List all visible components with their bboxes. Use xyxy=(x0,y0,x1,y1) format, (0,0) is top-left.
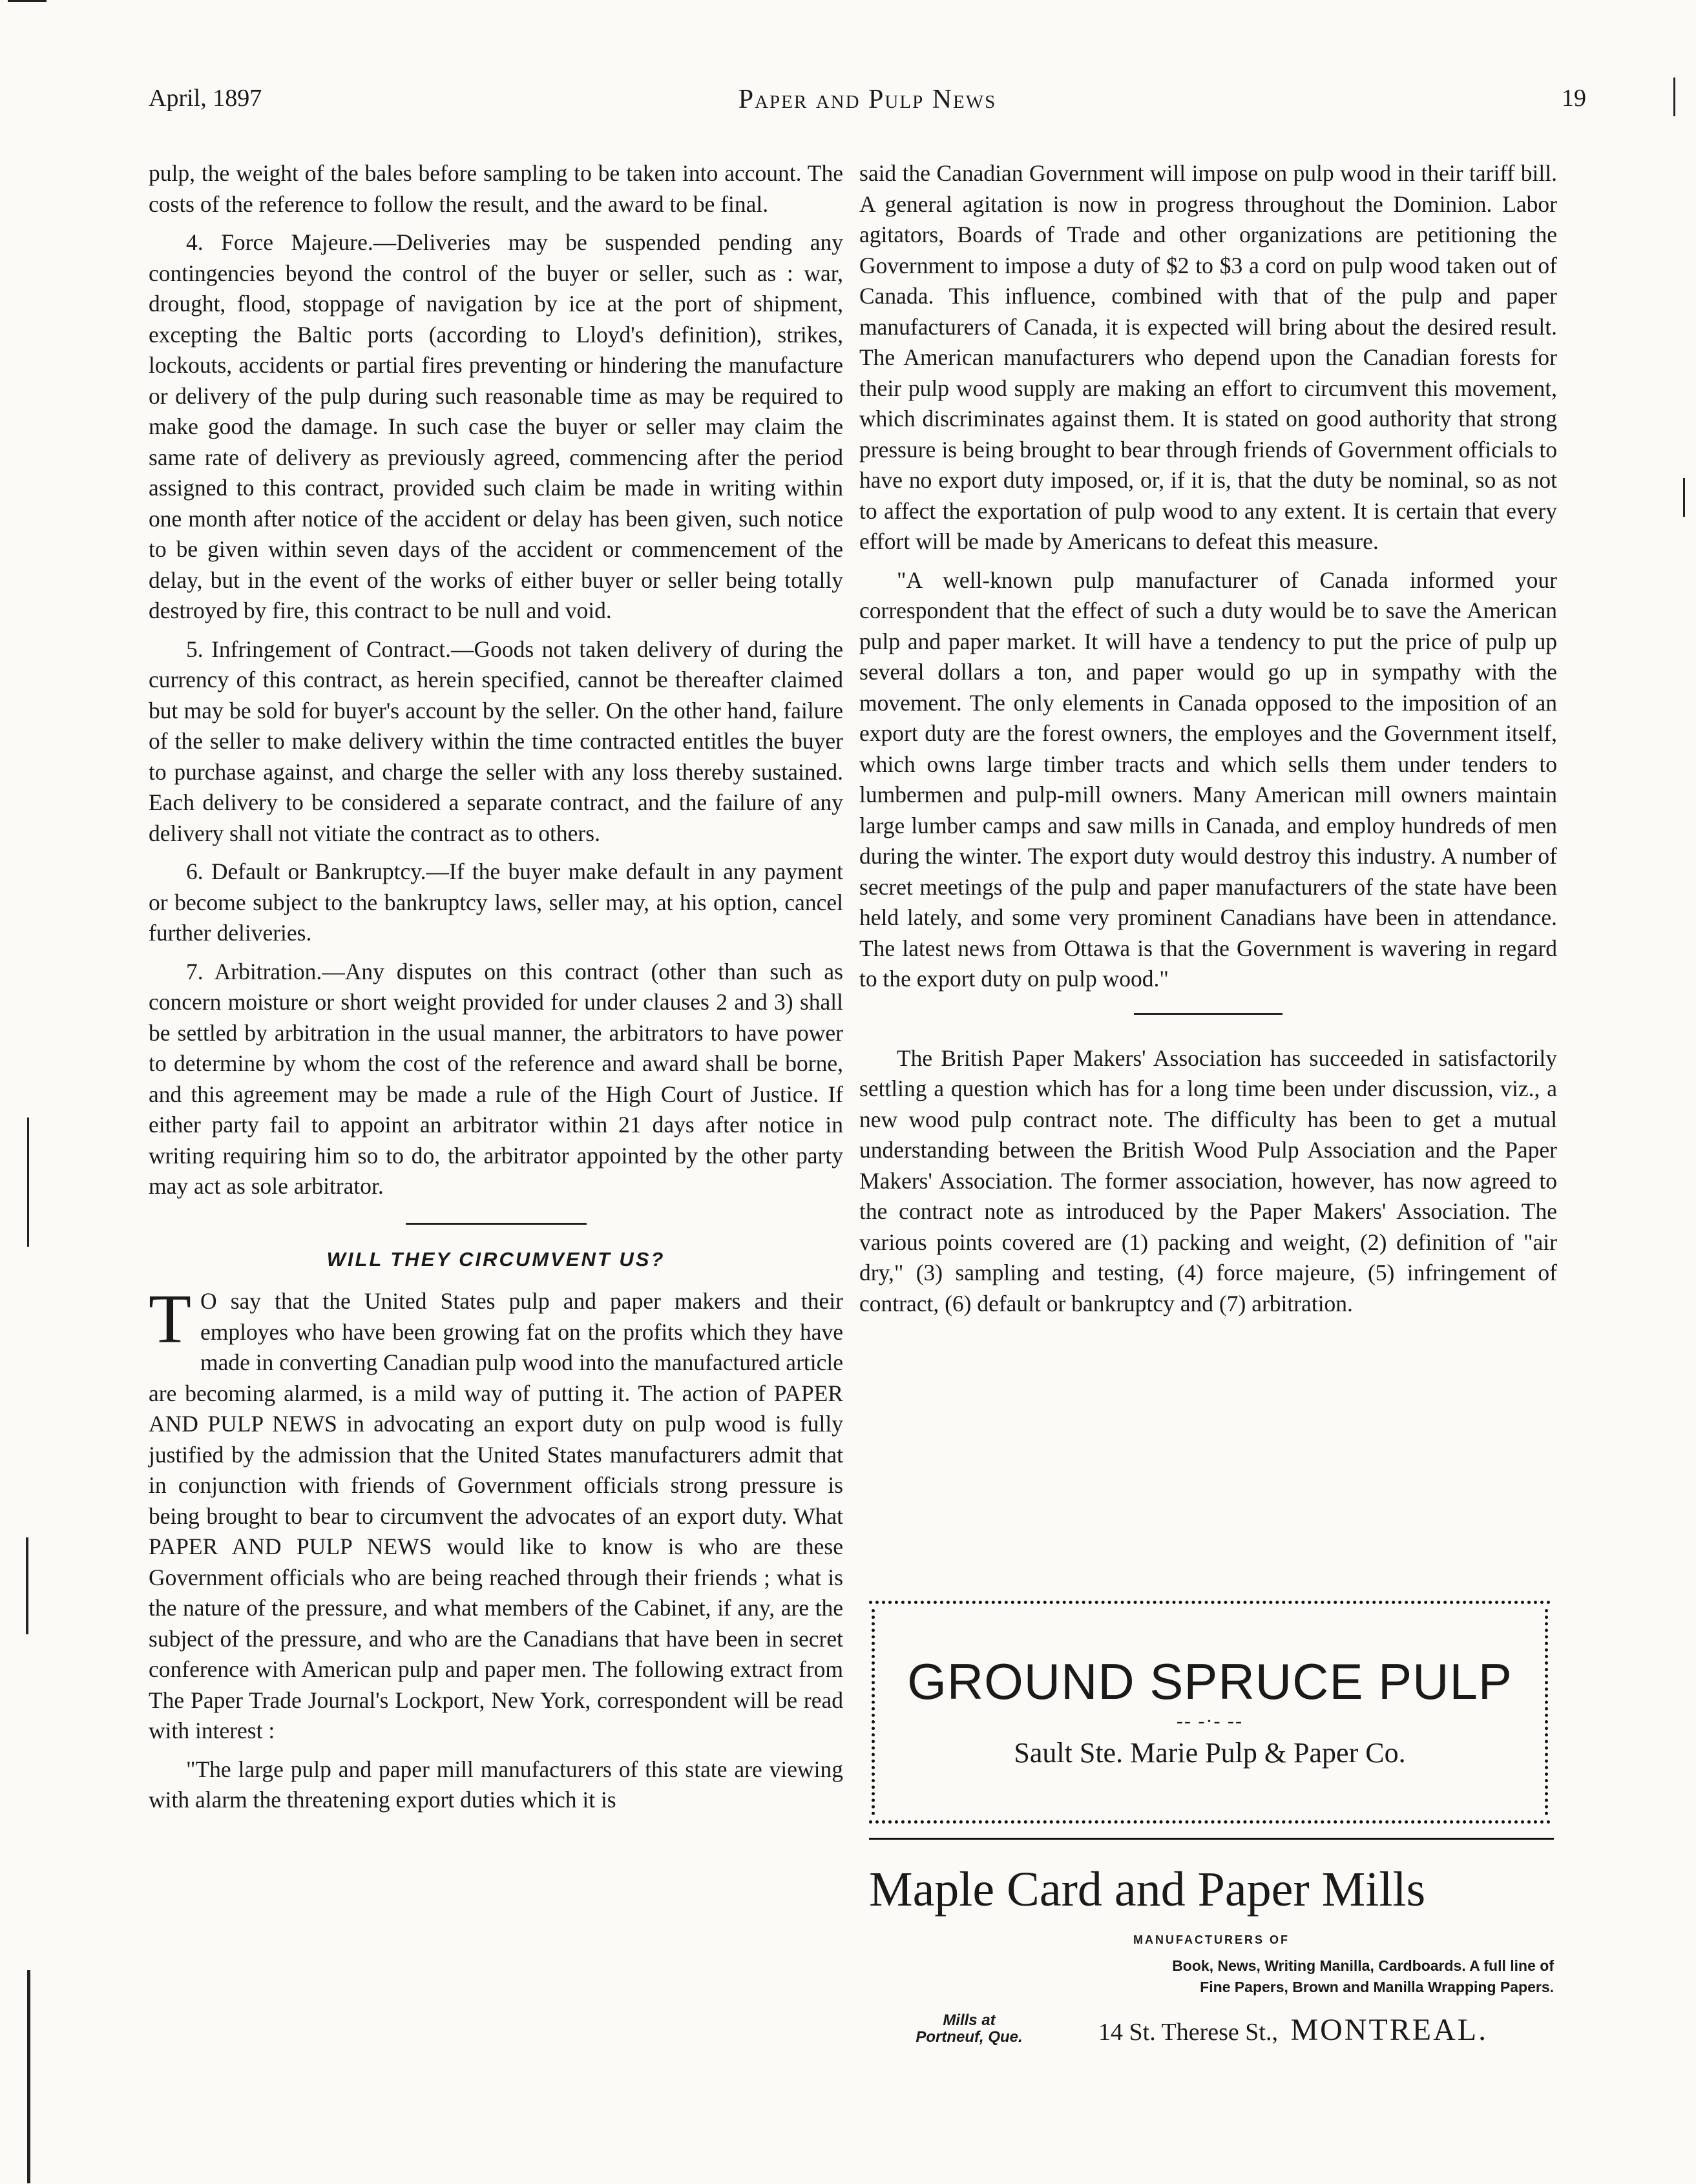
maple-mills-title: Maple Card and Paper Mills xyxy=(869,1862,1426,1917)
products-list xyxy=(982,1955,1554,1998)
products-line: Book, News, Writing Manilla, Cardboards. A full line of xyxy=(1172,1957,1554,1974)
street-address: 14 St. Therese St., xyxy=(1098,2019,1278,2046)
paragraph-british-association: The British Paper Makers' Association has succeeded in satisfactorily settling a question which has for a long time been under discussion, viz., a new wood pulp contract note. The difficulty has been to get a mutual understanding between the British Wood Pulp Association and the Paper Makers' Association. The former association, however, has now agreed to the contract note as introduced by the Paper Makers' Association. The various points covered are (1) packing and weight, (2) definition of "air dry," (3) sampling and testing, (4) force majeure, (5) infringement of contract, (6) default or bankruptcy and (7) arbitration. xyxy=(859,1045,1557,1316)
scan-mark xyxy=(1683,478,1685,517)
scan-mark xyxy=(8,0,47,2)
article-opening-paragraph xyxy=(149,1281,843,1747)
paragraph-quote-manufacturer: "A well-known pulp manufacturer of Canada informed your correspondent that the effect of such a duty would be to save the American pulp and paper market. It will have a tendency to put the price of pulp up several dollars a ton, and paper would go up in sympathy with the movement. The only elements in Canada opposed to the imposition of an export duty are the forest owners, the employes and the Government itself, which owns large timber tracts and which sells them under tenders to lumbermen and pulp-mill owners. Many American mill owners maintain large lumber camps and saw mills in Canada, and employ hundreds of men during the winter. The export duty would destroy this industry. A number of secret meetings of the pulp and paper manufacturers of the state have been held lately, and some very prominent Canadians have been in attendance. The latest news from Ottawa is that the Government is wavering in regard to the export duty on pulp wood." xyxy=(859,567,1557,992)
page-number: 19 xyxy=(1562,85,1586,112)
scan-mark xyxy=(27,1970,30,2183)
paragraph-force-majeure: 4. Force Majeure.—Deliveries may be suspended pending any contingencies beyond the control of the buyer or seller, such as : war, drought, flood, stoppage of navigation by ice at the port of shipment, excepting the Baltic ports (according to Lloyd's definition), strikes, lockouts, accidents or partial fires preventing or hindering the manufacture or delivery of the pulp during such reasonable time as may be required to make good the damage. In such case the buyer or seller may claim the same rate of delivery as previously agreed, commencing after the period assigned to this contract, provided such claim be made in writing within one month after notice of the accident or delay has been given, such notice to be given within seven days of the accident or commencement of the delay, but in the event of the works of either buyer or seller being totally destroyed by fire, this contract to be null and void. xyxy=(149,229,843,623)
scan-mark xyxy=(1673,78,1675,116)
issue-date: April, 1897 xyxy=(149,85,262,112)
mills-label: Mills at xyxy=(943,2012,996,2029)
ad-ornament: -- -·- -- xyxy=(1177,1711,1243,1732)
paragraph-default: 6. Default or Bankruptcy.—If the buyer make default in any payment or become subject to the bankruptcy laws, seller may, at his option, cancel further deliveries. xyxy=(149,858,843,946)
journal-title: Paper and Pulp News xyxy=(738,85,997,114)
paragraph-arbitration: 7. Arbitration.—Any disputes on this contract (other than such as concern moisture or short weight provided for under clauses 2 and 3) shall be settled by arbitration in the usual manner, the arbitrators to have power to determine by whom the cost of the reference and award shall be borne, and this agreement may be made a rule of the High Court of Justice. If either party fail to appoint an arbitrator within 21 days after notice in writing requiring him so to do, the arbitrator appointed by the other party may act as sole arbitrator. xyxy=(149,958,843,1199)
paragraph-quote-start: "The large pulp and paper mill manufacturers of this state are viewing with alarm the threatening export duties which it is xyxy=(149,1756,843,1813)
running-head xyxy=(149,84,1586,123)
paragraph-quote-continued: said the Canadian Government will impose on pulp wood in their tariff bill. A general agitation is now in progress throughout the Dominion. Labor agitators, Boards of Trade and other organizations are petitioning the Government to impose a duty of $2 to $3 a cord on pulp wood taken out of Canada. This influence, combined with that of the pulp and paper manufacturers of Canada, it is expected will bring about the desired result. The American manufacturers who depend upon the Canadian forests for their pulp wood supply are making an effort to circumvent this movement, which discriminates against them. It is stated on good authority that strong pressure is being brought to bear through friends of Government officials to have no export duty imposed, or, if it is, that the duty be nominal, so as not to affect the exportation of pulp wood to any extent. It is certain that every effort will be made by Americans to defeat this measure. xyxy=(859,160,1557,554)
ad-divider xyxy=(869,1838,1554,1840)
spruce-pulp-advertisement xyxy=(869,1601,1551,1824)
mill-address xyxy=(1098,2012,1551,2048)
mills-location xyxy=(892,2012,1047,2046)
right-column xyxy=(859,158,1557,1327)
drop-cap: T xyxy=(149,1281,191,1358)
ad-headline: GROUND SPRUCE PULP xyxy=(907,1653,1513,1710)
scan-mark xyxy=(27,1118,29,1247)
left-column xyxy=(149,158,843,1824)
section-title: WILL THEY CIRCUMVENT US? xyxy=(326,1247,665,1271)
paragraph: pulp, the weight of the bales before sampling to be taken into account. The costs of the reference to follow the result, and the award to be final. xyxy=(149,160,843,217)
paragraph-infringement: 5. Infringement of Contract.—Goods not taken delivery of during the currency of this contract, as herein specified, cannot be thereafter claimed but may be sold for buyer's account by the seller. On the other hand, failure of the seller to make delivery within the time contracted entitles the buyer to purchase against, and charge the seller with any loss thereby sustained. Each delivery to be considered a separate contract, and the failure of any delivery shall not vitiate the contract as to others. xyxy=(149,636,843,846)
article-opening-text: O say that the United States pulp and paper makers and their employes who have been growing fat on the profits which they have made in converting Canadian pulp wood into the manufactured article are becoming alarmed, is a mild way of putting it. The action of PAPER AND PULP NEWS in advocating an export duty on pulp wood is fully justified by the admission that the United States manufacturers admit that in conjunction with friends of Government officials strong pressure is being brought to bear to circumvent the advocates of an export duty. What PAPER AND PULP NEWS would like to know is who are these Government officials who are being reached through their friends ; what is the nature of the pressure, and what members of the Cabinet, if any, are the subject of the pressure, and who are the Canadians that have been in secret conference with American pulp and paper men. The following extract from The Paper Trade Journal's Lockport, New York, correspondent will be read with interest : xyxy=(149,1288,843,1743)
section-divider xyxy=(406,1223,587,1225)
city-name: MONTREAL. xyxy=(1290,2013,1489,2047)
ad-company-name: Sault Ste. Marie Pulp & Paper Co. xyxy=(1014,1737,1406,1769)
products-line: Fine Papers, Brown and Manilla Wrapping Papers. xyxy=(1200,1979,1554,1995)
manufacturers-of-label: MANUFACTURERS OF xyxy=(1133,1933,1290,1946)
scan-mark xyxy=(26,1537,28,1634)
mills-place: Portneuf, Que. xyxy=(916,2028,1023,2046)
section-divider xyxy=(1134,1013,1282,1015)
